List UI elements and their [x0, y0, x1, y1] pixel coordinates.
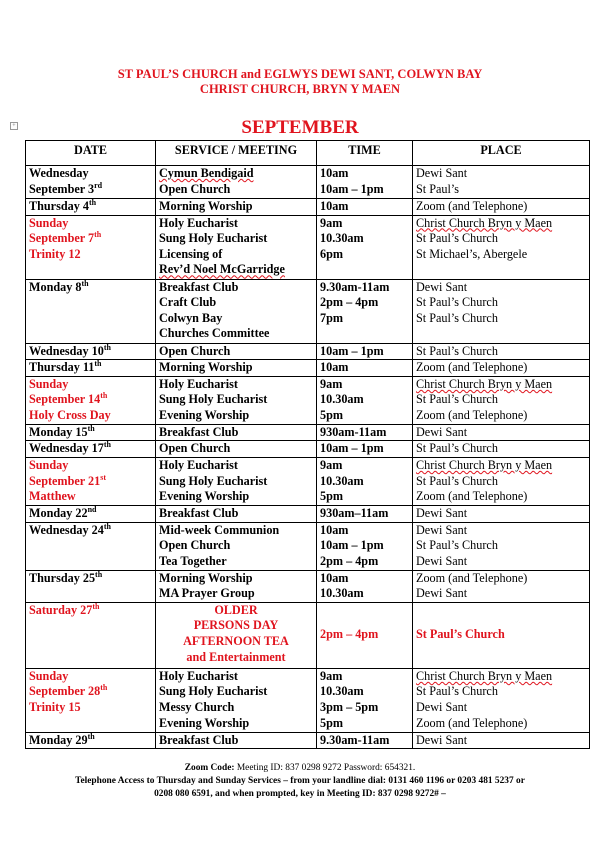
- table-row: [26, 376, 590, 424]
- schedule-body: [26, 166, 590, 749]
- date-line: [29, 377, 152, 393]
- place-cell: [413, 668, 590, 732]
- service-name: Breakfast Club: [159, 424, 239, 439]
- place-name: Dewi Sant: [416, 699, 468, 714]
- date-line: [29, 669, 152, 685]
- date-cell: [26, 215, 156, 279]
- time-value: 5pm: [320, 407, 344, 422]
- service-name: Open Church: [159, 538, 231, 553]
- time-value: 10am – 1pm: [320, 441, 384, 456]
- service-name: Breakfast Club: [159, 279, 239, 294]
- date-cell: [26, 376, 156, 424]
- date-line: [29, 425, 152, 441]
- column-header-service: SERVICE / MEETING: [156, 141, 317, 166]
- place-cell: [413, 602, 590, 668]
- service-cell: [156, 522, 317, 570]
- place-cell: [413, 732, 590, 749]
- date-ordinal-suffix: th: [94, 230, 102, 240]
- time-value: 5pm: [320, 489, 344, 504]
- date-cell: [26, 441, 156, 458]
- date-text: Wednesday 24: [29, 522, 104, 537]
- time-value: 2pm – 4pm: [320, 295, 379, 310]
- date-line: [29, 684, 152, 700]
- time-value: 10.30am: [320, 231, 364, 246]
- table-row: [26, 505, 590, 522]
- date-ordinal-suffix: th: [100, 391, 108, 401]
- time-cell: [317, 376, 413, 424]
- date-line: [29, 408, 152, 424]
- date-text: September 7: [29, 231, 95, 246]
- time-cell: [317, 343, 413, 360]
- date-text: Wednesday 10: [29, 343, 104, 358]
- place-cell: [413, 360, 590, 377]
- month-title: SEPTEMBER: [241, 117, 359, 138]
- place-name: Dewi Sant: [416, 166, 468, 180]
- place-name: Zoom (and Telephone): [416, 407, 528, 422]
- place-name: St Paul’s Church: [416, 441, 498, 456]
- date-line: [29, 392, 152, 408]
- date-cell: [26, 505, 156, 522]
- table-row: [26, 457, 590, 505]
- service-name: Rev’d Noel McGarridge: [159, 262, 285, 277]
- service-name: Morning Worship: [159, 360, 253, 375]
- time-value: 10am: [320, 360, 349, 375]
- place-name: Zoom (and Telephone): [416, 570, 528, 585]
- service-name: Cymun Bendigaid: [159, 166, 254, 180]
- service-name: Open Church: [159, 343, 231, 358]
- place-cell: [413, 166, 590, 199]
- place-name: St Paul’s Church: [416, 392, 498, 407]
- time-value: 7pm: [320, 310, 344, 325]
- place-cell: [413, 215, 590, 279]
- time-cell: [317, 602, 413, 668]
- service-cell: [156, 570, 317, 602]
- place-name: Zoom (and Telephone): [416, 199, 528, 213]
- date-line: [29, 166, 152, 182]
- service-name: PERSONS DAY: [193, 618, 279, 633]
- place-name: Christ Church Bryn y Maen: [416, 376, 553, 391]
- date-cell: [26, 199, 156, 216]
- church-names-line-2: CHRIST CHURCH, BRYN Y MAEN: [199, 82, 401, 96]
- date-ordinal-suffix: st: [100, 472, 106, 482]
- column-header-place: PLACE: [413, 141, 590, 166]
- time-cell: [317, 457, 413, 505]
- time-value: 10am: [320, 570, 349, 585]
- service-cell: [156, 199, 317, 216]
- zoom-code-label: Zoom Code:: [184, 763, 235, 773]
- date-text: Thursday 11: [29, 360, 95, 375]
- table-row: [26, 166, 590, 199]
- table-anchor-icon: +: [10, 122, 18, 130]
- date-ordinal-suffix: th: [87, 424, 95, 433]
- date-ordinal-suffix: th: [88, 198, 97, 207]
- service-cell: [156, 505, 317, 522]
- table-header-row: [26, 141, 590, 166]
- service-cell: [156, 732, 317, 749]
- place-name: Christ Church Bryn y Maen: [416, 215, 553, 230]
- date-text: Monday 22: [29, 505, 88, 520]
- service-name: Holy Eucharist: [159, 668, 238, 683]
- place-name: St Paul’s Church: [416, 627, 505, 642]
- date-cell: [26, 457, 156, 505]
- time-value: 10am – 1pm: [320, 181, 384, 196]
- date-text: Wednesday 17: [29, 441, 104, 456]
- date-line: [29, 280, 152, 296]
- time-value: 2pm – 4pm: [320, 553, 379, 568]
- service-cell: [156, 424, 317, 441]
- date-text: Sunday: [29, 457, 69, 472]
- time-value: 9.30am-11am: [320, 279, 390, 294]
- column-header-date: DATE: [26, 141, 156, 166]
- date-ordinal-suffix: th: [103, 522, 111, 531]
- place-cell: [413, 279, 590, 343]
- time-value: 9am: [320, 668, 343, 683]
- date-text: September 14: [29, 392, 101, 407]
- place-name: St Paul’s: [416, 181, 460, 196]
- time-value: 10.30am: [320, 586, 364, 601]
- time-cell: [317, 570, 413, 602]
- date-text: Saturday 27: [29, 602, 93, 617]
- date-text: Matthew: [29, 489, 76, 504]
- time-cell: [317, 441, 413, 458]
- place-name: St Paul’s Church: [416, 310, 498, 325]
- date-text: Thursday 25: [29, 570, 96, 585]
- service-name: Evening Worship: [159, 715, 250, 730]
- place-cell: [413, 424, 590, 441]
- service-name: Sung Holy Eucharist: [159, 684, 268, 699]
- date-line: [29, 216, 152, 232]
- service-name: Open Church: [159, 181, 231, 196]
- time-cell: [317, 166, 413, 199]
- time-value: 10am – 1pm: [320, 538, 384, 553]
- date-ordinal-suffix: th: [103, 343, 111, 352]
- table-row: [26, 279, 590, 343]
- date-line: [29, 360, 152, 376]
- service-name: Colwyn Bay: [159, 310, 223, 325]
- time-value: 5pm: [320, 715, 344, 730]
- service-name: Churches Committee: [159, 326, 270, 341]
- time-value: 9am: [320, 457, 343, 472]
- service-cell: [156, 457, 317, 505]
- date-text: September 28: [29, 684, 101, 699]
- service-cell: [156, 215, 317, 279]
- place-cell: [413, 505, 590, 522]
- date-line: [29, 603, 152, 619]
- date-line: [29, 231, 152, 247]
- date-cell: [26, 166, 156, 199]
- date-ordinal-suffix: th: [81, 279, 89, 288]
- date-ordinal-suffix: th: [103, 440, 111, 450]
- table-row: [26, 360, 590, 377]
- place-name: St Michael’s, Abergele: [416, 246, 528, 261]
- time-cell: [317, 668, 413, 732]
- zoom-code-details: Meeting ID: 837 0298 9272 Password: 654321.: [236, 763, 416, 773]
- place-name: Dewi Sant: [416, 505, 468, 520]
- date-ordinal-suffix: rd: [94, 180, 103, 190]
- service-name: Open Church: [159, 441, 231, 456]
- service-name: Messy Church: [159, 699, 235, 714]
- service-name: OLDER: [214, 602, 258, 617]
- service-cell: [156, 376, 317, 424]
- time-cell: [317, 279, 413, 343]
- place-name: Zoom (and Telephone): [416, 489, 528, 504]
- date-line: [29, 199, 152, 215]
- date-line: [29, 441, 152, 457]
- date-line: [29, 506, 152, 522]
- service-cell: [156, 343, 317, 360]
- date-cell: [26, 360, 156, 377]
- place-name: Zoom (and Telephone): [416, 360, 528, 375]
- church-names-line-1: ST PAUL’S CHURCH and EGLWYS DEWI SANT, COLWYN BAY: [117, 67, 483, 81]
- date-line: [29, 523, 152, 539]
- place-name: Dewi Sant: [416, 522, 468, 537]
- schedule-table: [25, 140, 590, 749]
- table-row: [26, 570, 590, 602]
- table-row: [26, 424, 590, 441]
- service-cell: [156, 360, 317, 377]
- time-value: 10.30am: [320, 473, 364, 488]
- date-text: Holy Cross Day: [29, 407, 111, 422]
- time-value: 10.30am: [320, 392, 364, 407]
- zoom-code-line: [0, 762, 600, 774]
- telephone-access-line-2: 0208 080 6591, and when prompted, key in Meeting ID: 837 0298 9272# –: [154, 789, 446, 799]
- time-value: 9am: [320, 215, 343, 230]
- place-name: Christ Church Bryn y Maen: [416, 457, 553, 472]
- time-cell: [317, 505, 413, 522]
- table-row: [26, 215, 590, 279]
- service-name: MA Prayer Group: [159, 586, 255, 601]
- service-name: Sung Holy Eucharist: [159, 473, 268, 488]
- place-cell: [413, 441, 590, 458]
- service-cell: [156, 441, 317, 458]
- date-ordinal-suffix: th: [94, 359, 102, 369]
- time-value: 3pm – 5pm: [320, 699, 379, 714]
- time-value: 930am–11am: [320, 505, 389, 520]
- place-name: St Paul’s Church: [416, 473, 498, 488]
- service-name: Tea Together: [159, 553, 227, 568]
- time-cell: [317, 732, 413, 749]
- place-cell: [413, 343, 590, 360]
- place-name: Dewi Sant: [416, 553, 468, 568]
- service-name: Mid-week Communion: [159, 522, 280, 537]
- service-name: Evening Worship: [159, 489, 250, 504]
- time-value: 6pm: [320, 246, 344, 261]
- table-row: [26, 522, 590, 570]
- date-text: Monday 29: [29, 732, 88, 747]
- service-name: Sung Holy Eucharist: [159, 392, 268, 407]
- service-name: Craft Club: [159, 295, 217, 310]
- date-cell: [26, 522, 156, 570]
- time-value: 2pm – 4pm: [320, 627, 379, 642]
- service-name: Evening Worship: [159, 407, 250, 422]
- date-text: Trinity 15: [29, 699, 81, 714]
- place-name: St Paul’s Church: [416, 538, 498, 553]
- date-line: [29, 700, 152, 716]
- date-line: [29, 733, 152, 749]
- date-text: Trinity 12: [29, 246, 81, 261]
- place-name: Dewi Sant: [416, 732, 468, 747]
- date-cell: [26, 732, 156, 749]
- date-ordinal-suffix: th: [92, 602, 100, 611]
- date-ordinal-suffix: nd: [87, 505, 97, 514]
- date-cell: [26, 570, 156, 602]
- place-cell: [413, 376, 590, 424]
- time-value: 9am: [320, 376, 343, 391]
- service-name: and Entertainment: [186, 649, 286, 664]
- service-name: AFTERNOON TEA: [183, 633, 289, 648]
- time-cell: [317, 199, 413, 216]
- service-name: Morning Worship: [159, 570, 253, 585]
- date-ordinal-suffix: th: [87, 732, 95, 741]
- place-name: Dewi Sant: [416, 586, 468, 601]
- date-text: Sunday: [29, 668, 69, 683]
- telephone-access-line-1: Telephone Access to Thursday and Sunday Services – from your landline dial: 0131 460 1196 or 0203 481 5237 or: [75, 776, 525, 786]
- time-value: 10am: [320, 199, 349, 213]
- place-name: St Paul’s Church: [416, 343, 498, 358]
- column-header-time: TIME: [317, 141, 413, 166]
- date-ordinal-suffix: th: [100, 683, 108, 693]
- date-cell: [26, 279, 156, 343]
- service-name: Holy Eucharist: [159, 215, 238, 230]
- place-cell: [413, 199, 590, 216]
- time-value: 10am – 1pm: [320, 343, 384, 358]
- date-line: [29, 571, 152, 587]
- date-cell: [26, 343, 156, 360]
- service-name: Holy Eucharist: [159, 457, 238, 472]
- service-cell: [156, 166, 317, 199]
- place-name: St Paul’s Church: [416, 231, 498, 246]
- date-ordinal-suffix: th: [95, 570, 103, 579]
- place-name: St Paul’s Church: [416, 295, 498, 310]
- service-cell: [156, 279, 317, 343]
- time-cell: [317, 360, 413, 377]
- time-cell: [317, 215, 413, 279]
- table-row: [26, 199, 590, 216]
- table-row: [26, 602, 590, 668]
- service-name: Holy Eucharist: [159, 376, 238, 391]
- date-line: [29, 458, 152, 474]
- place-name: Christ Church Bryn y Maen: [416, 668, 553, 683]
- time-value: 930am-11am: [320, 424, 387, 439]
- place-name: Zoom (and Telephone): [416, 715, 528, 730]
- table-row: [26, 343, 590, 360]
- place-cell: [413, 457, 590, 505]
- service-cell: [156, 602, 317, 668]
- date-line: [29, 344, 152, 360]
- time-value: 10.30am: [320, 684, 364, 699]
- service-name: Breakfast Club: [159, 732, 239, 747]
- time-cell: [317, 424, 413, 441]
- place-name: Dewi Sant: [416, 424, 468, 439]
- time-value: 10am: [320, 522, 349, 537]
- place-name: Dewi Sant: [416, 279, 468, 294]
- date-text: Monday 8: [29, 279, 82, 294]
- table-row: [26, 668, 590, 732]
- date-text: Sunday: [29, 215, 69, 230]
- date-text: Wednesday: [29, 166, 89, 180]
- place-name: St Paul’s Church: [416, 684, 498, 699]
- time-value: 9.30am-11am: [320, 732, 390, 747]
- date-text: Thursday 4: [29, 199, 89, 213]
- date-text: September 21: [29, 473, 101, 488]
- service-name: Breakfast Club: [159, 505, 239, 520]
- service-name: Morning Worship: [159, 199, 253, 213]
- date-cell: [26, 668, 156, 732]
- place-cell: [413, 570, 590, 602]
- date-line: [29, 489, 152, 505]
- table-row: [26, 732, 590, 749]
- date-line: [29, 247, 152, 263]
- date-line: [29, 182, 152, 198]
- date-cell: [26, 424, 156, 441]
- date-line: [29, 474, 152, 490]
- date-text: Sunday: [29, 376, 69, 391]
- place-cell: [413, 522, 590, 570]
- time-value: 10am: [320, 166, 349, 180]
- time-cell: [317, 522, 413, 570]
- date-text: September 3: [29, 181, 95, 196]
- service-cell: [156, 668, 317, 732]
- table-row: [26, 441, 590, 458]
- service-name: Licensing of: [159, 246, 223, 261]
- date-text: Monday 15: [29, 424, 88, 439]
- date-cell: [26, 602, 156, 668]
- service-name: Sung Holy Eucharist: [159, 231, 268, 246]
